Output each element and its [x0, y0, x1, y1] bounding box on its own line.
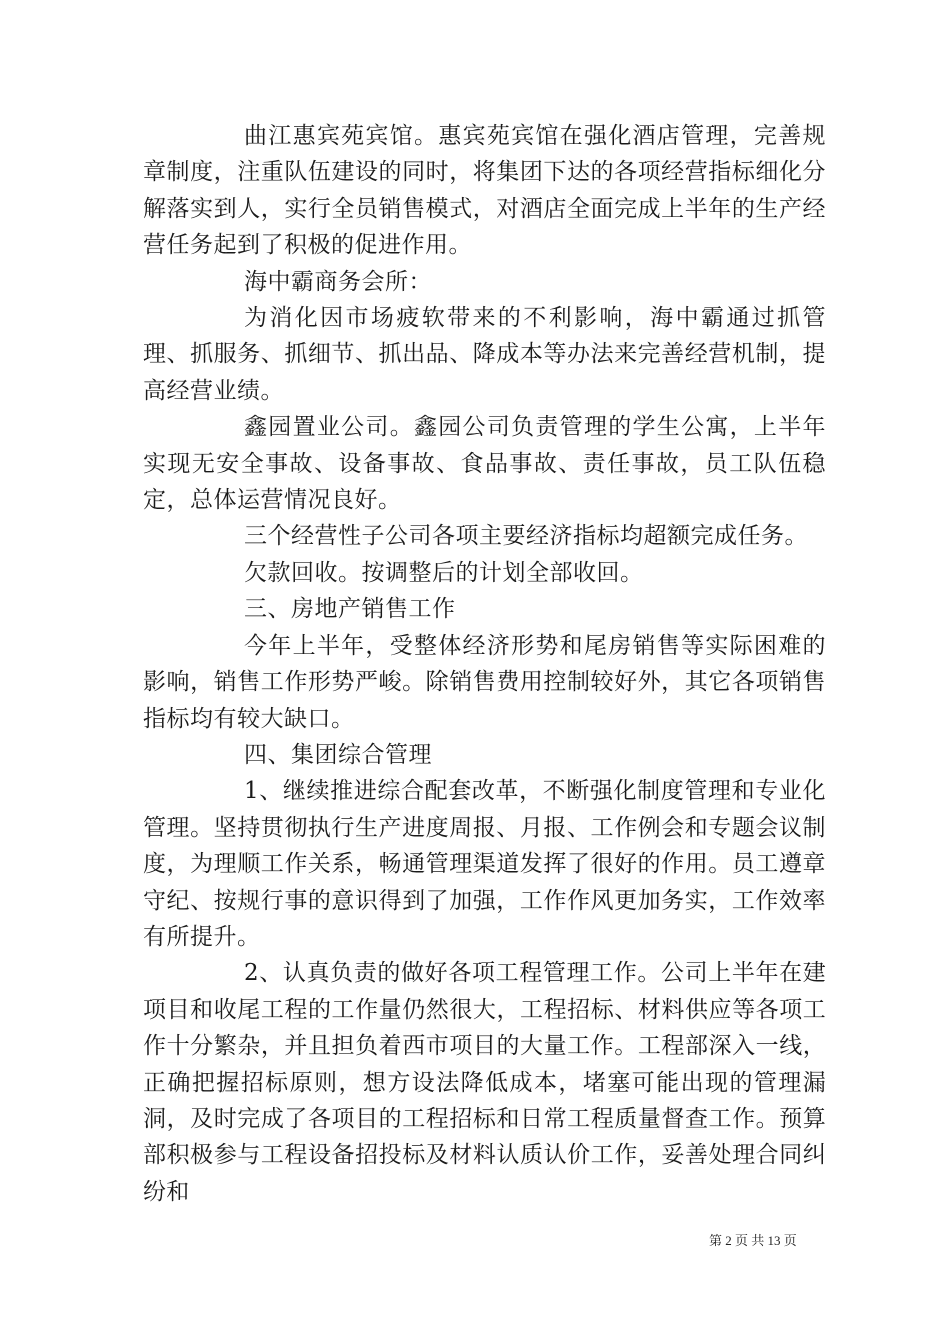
paragraph-real-estate-sales: 今年上半年，受整体经济形势和尾房销售等实际困难的影响，销售工作形势严峻。除销售费用控制较好外，其它各项销售指标均有较大缺口。: [143, 632, 826, 732]
paragraph-engineering-management: 2、认真负责的做好各项工程管理工作。公司上半年在建项目和收尾工程的工作量仍然很大，工程招标、材料供应等各项工作十分繁杂，并且担负着西市项目的大量工作。工程部深入一线，正确把握招标原则，想方设法降低成本，堵塞可能出现的管理漏洞，及时完成了各项目的工程招标和日常工程质量督查工作。预算部积极参与工程设备招投标及材料认质认价工作，妥善处理合同纠纷和: [143, 960, 826, 1205]
paragraph-haizhongba-body: 为消化因市场疲软带来的不利影响，海中霸通过抓管理、抓服务、抓细节、抓出品、降成本等办法来完善经营机制，提高经营业绩。: [143, 305, 826, 404]
paragraph-management-reform: 1、继续推进综合配套改革，不断强化制度管理和专业化管理。坚持贯彻执行生产进度周报、月报、工作例会和专题会议制度，为理顺工作关系，畅通管理渠道发挥了很好的作用。员工遵章守纪、按规行事的意识得到了加强，工作作风更加务实，工作效率有所提升。: [143, 778, 826, 950]
section-heading-group-management: 四、集团综合管理: [244, 741, 432, 768]
page-number-footer: 第 2 页 共 13 页: [709, 1233, 797, 1248]
paragraph-debt-recovery: 欠款回收。按调整后的计划全部收回。: [244, 559, 644, 586]
section-heading-real-estate-sales: 三、房地产销售工作: [244, 596, 456, 623]
paragraph-haizhongba-heading: 海中霸商务会所：: [244, 268, 432, 295]
document-body: [143, 118, 826, 1210]
paragraph-huibinyuan-hotel: 曲江惠宾苑宾馆。惠宾苑宾馆在强化酒店管理，完善规章制度，注重队伍建设的同时，将集团下达的各项经营指标细化分解落实到人，实行全员销售模式，对酒店全面完成上半年的生产经营任务起到了积极的促进作用。: [143, 123, 826, 259]
paragraph-xinyuan-property: 鑫园置业公司。鑫园公司负责管理的学生公寓，上半年实现无安全事故、设备事故、食品事故、责任事故，员工队伍稳定，总体运营情况良好。: [143, 414, 826, 514]
paragraph-subsidiaries-summary: 三个经营性子公司各项主要经济指标均超额完成任务。: [244, 523, 808, 550]
